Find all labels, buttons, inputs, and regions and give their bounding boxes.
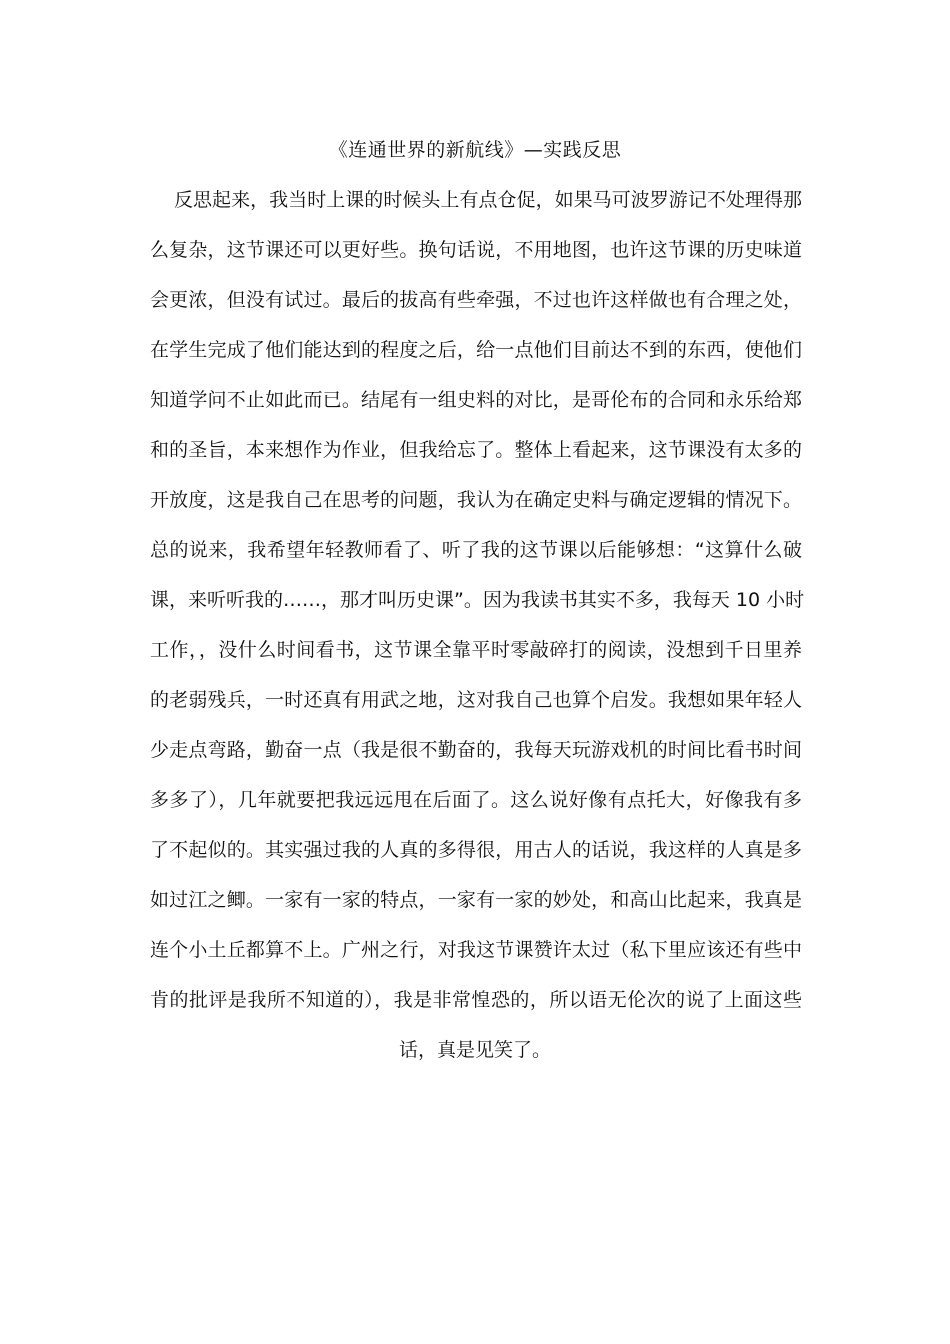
paragraph-line: 课，来听听我的……，那才叫历史课”。因为我读书其实不多，我每天 10 小时 (150, 589, 805, 611)
paragraph-line: 知道学问不止如此而已。结尾有一组史料的对比，是哥伦布的合同和永乐给郑 (150, 389, 802, 411)
paragraph-line: 少走点弯路，勤奋一点（我是很不勤奋的，我每天玩游戏机的时间比看书时间 (150, 739, 802, 761)
paragraph-line: 连个小土丘都算不上。广州之行，对我这节课赞许太过（私下里应该还有些中 (150, 939, 802, 961)
paragraph-line: 和的圣旨，本来想作为作业，但我给忘了。整体上看起来，这节课没有太多的 (150, 439, 802, 461)
paragraph-line: 工作，，没什么时间看书，这节课全靠平时零敲碎打的阅读，没想到千日里养 (150, 639, 802, 661)
paragraph-line: 了不起似的。其实强过我的人真的多得很，用古人的话说，我这样的人真是多 (150, 839, 802, 861)
paragraph-line: 么复杂，这节课还可以更好些。换句话说，不用地图，也许这节课的历史味道 (150, 239, 802, 261)
paragraph-line: 肯的批评是我所不知道的），我是非常惶恐的，所以语无伦次的说了上面这些 (150, 989, 802, 1011)
paragraph-line: 反思起来，我当时上课的时候头上有点仓促，如果马可波罗游记不处理得那 (174, 189, 802, 211)
document-title: 《连通世界的新航线》—实践反思 (328, 139, 622, 161)
paragraph-line: 如过江之鲫。一家有一家的特点，一家有一家的妙处，和高山比起来，我真是 (150, 889, 802, 911)
paragraph-line: 在学生完成了他们能达到的程度之后，给一点他们目前达不到的东西，使他们 (150, 339, 802, 361)
paragraph-line: 总的说来，我希望年轻教师看了、听了我的这节课以后能够想：“这算什么破 (150, 539, 802, 561)
paragraph-line: 会更浓，但没有试过。最后的拔高有些牵强，不过也许这样做也有合理之处， (150, 289, 802, 311)
paragraph-line: 开放度，这是我自己在思考的问题，我认为在确定史料与确定逻辑的情况下。 (150, 489, 802, 511)
paragraph-line: 多多了），几年就要把我远远甩在后面了。这么说好像有点托大，好像我有多 (150, 789, 802, 811)
paragraph-last-line: 话，真是见笑了。 (398, 1039, 551, 1061)
paragraph-line: 的老弱残兵，一时还真有用武之地，这对我自己也算个启发。我想如果年轻人 (150, 689, 802, 711)
